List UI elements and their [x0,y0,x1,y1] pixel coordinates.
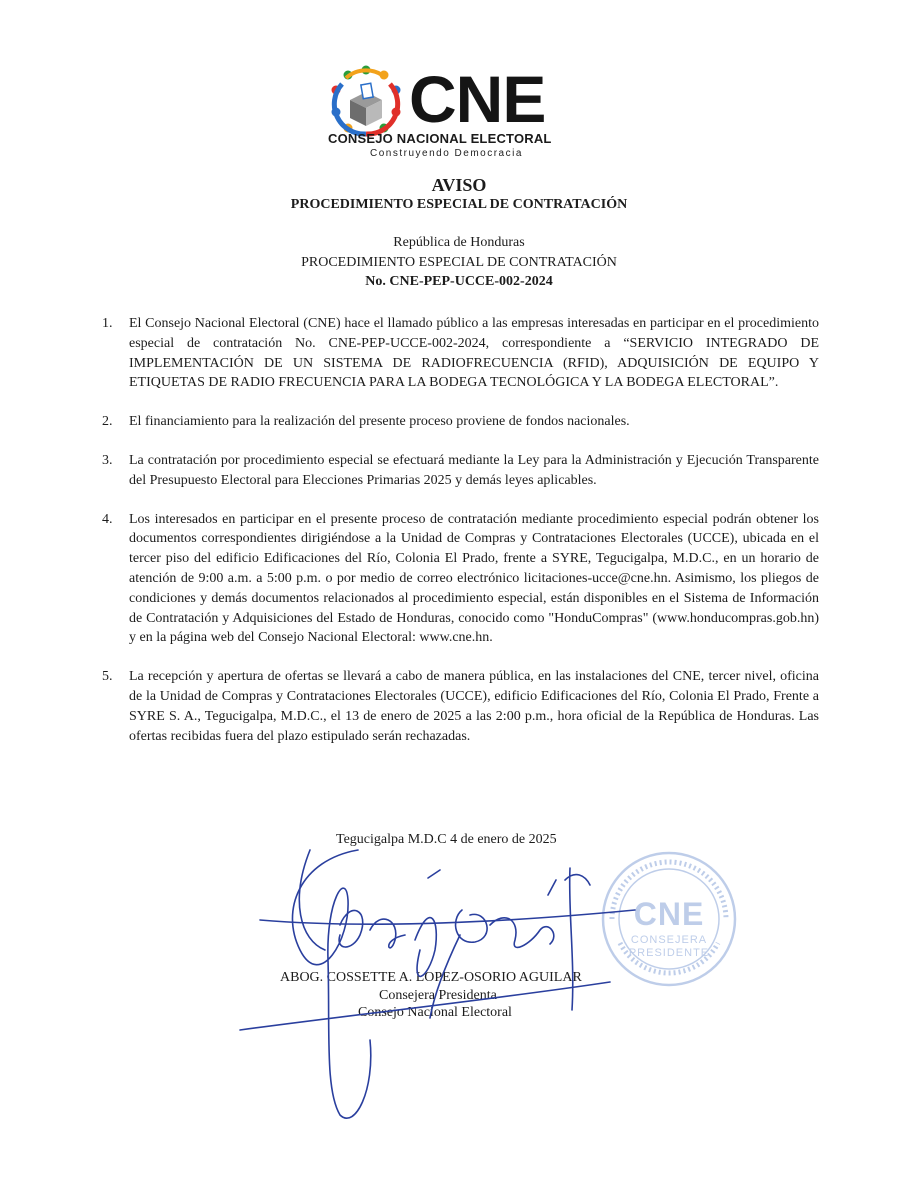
list-item [102,412,819,432]
item-text: La contratación por procedimiento especial se efectuará mediante la Ley para la Administración y Ejecución Transparente del Presupuesto Electoral para Elecciones Primarias 2025 y demás leyes aplicables. [129,452,819,488]
stamp-line-1: CONSEJERA [630,934,708,946]
item-text: La recepción y apertura de ofertas se llevará a cabo de manera pública, en las instalaciones del CNE, tercer nivel, oficina de la Unidad de Compras y Contrataciones Electorales (UCCE), edificio Edificaciones del Río, Colonia El Prado, Frente a SYRE S. A., Tegucigalpa, M.D.C., el 13 de enero de 2025 a las 2:00 p.m., hora oficial de la República de Honduras. Las ofertas recibidas fuera del plazo estipulado serán rechazadas. [129,669,819,744]
item-text: Los interesados en participar en el presente proceso de contratación mediante procedimiento especial podrán obtener los documentos correspondientes dirigiéndose a la Unidad de Compras y Contrataciones Electorales (UCCE), ubicada en el tercer piso del edificio Edificaciones del Río, Colonia El Prado, frente a SYRE, Tegucigalpa, M.D.C., en un horario de atención de 9:00 a.m. a 5:00 p.m. o por medio de correo electrónico licitaciones-ucce@cne.hn. Asimismo, los pliegos de condiciones y demás documentos relacionados al procedimiento especial, están disponibles en el Sistema de Información de Contratación y Adquisiciones del Estado de Honduras, conocido como "HonduCompras" (www.honducompras.gob.hn) y en la página web del Consejo Nacional Electoral: www.cne.hn. [129,511,819,646]
item-number: 3. [102,452,113,468]
item-text: El Consejo Nacional Electoral (CNE) hace el llamado público a las empresas interesadas en participar en el procedimiento especial de contratación No. CNE-PEP-UCCE-002-2024, correspondiente a “SERVICIO INTEGRADO DE IMPLEMENTACIÓN DE UN SISTEMA DE RADIOFRECUENCIA (RFID), ADQUISICIÓN DE EQUIPO Y ETIQUETAS DE RADIO FRECUENCIA PARA LA BODEGA TECNOLÓGICA Y LA BODEGA ELECTORAL”. [129,316,819,391]
list-item [102,510,819,649]
item-number: 2. [102,414,113,430]
place-and-date: Tegucigalpa M.D.C 4 de enero de 2025 [336,832,557,847]
logo-organization-name: CONSEJO NACIONAL ELECTORAL [328,131,552,146]
signer-name: ABOG. COSSETTE A. LOPEZ-OSORIO AGUILAR [280,970,582,985]
signer-organization: Consejo Nacional Electoral [358,1005,512,1020]
item-text: El financiamiento para la realización del presente proceso proviene de fondos nacionales. [129,414,630,430]
logo-tagline: Construyendo Democracia [370,148,523,159]
list-item [102,451,819,491]
cne-logo [326,62,576,166]
document-subtitle: PROCEDIMIENTO ESPECIAL DE CONTRATACIÓN [290,197,628,212]
item-number: 5. [102,669,113,685]
ballot-box-logo-icon [326,62,406,142]
list-item [102,667,819,746]
stamp-org: CNE [633,896,705,932]
item-number: 1. [102,316,113,331]
item-number: 4. [102,511,113,527]
document-title: AVISO [431,175,487,195]
list-item [102,314,819,393]
signer-role: Consejera Presidenta [379,988,497,1003]
notice-items [102,314,819,765]
logo-wordmark: CNE [409,62,546,136]
country-line: República de Honduras [393,235,525,250]
procedure-number: No. CNE-PEP-UCCE-002-2024 [365,274,553,289]
stamp-line-2: PRESIDENTE [628,947,710,959]
procedure-line: PROCEDIMIENTO ESPECIAL DE CONTRATACIÓN [301,255,617,270]
handwritten-signature [230,840,650,1130]
